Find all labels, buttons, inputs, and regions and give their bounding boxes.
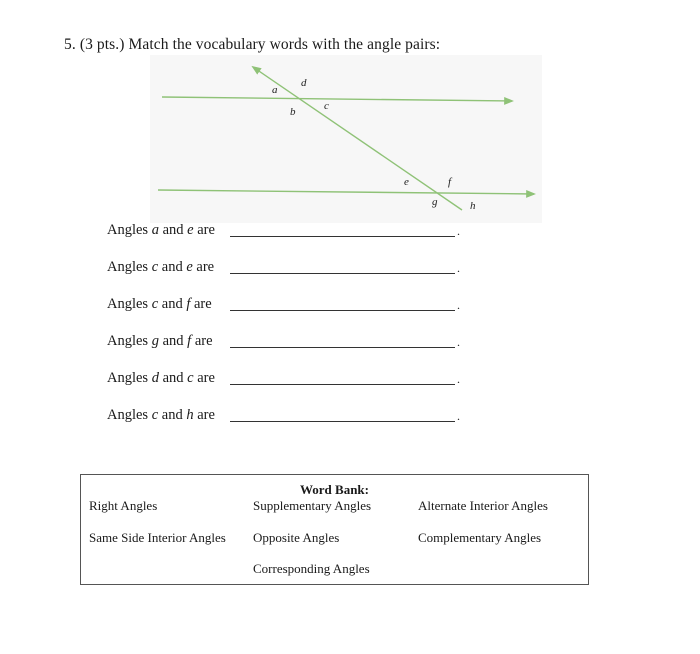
angle-label-f: f [448,176,452,188]
word-opposite: Opposite Angles [253,530,340,545]
word-bank [80,474,589,585]
prompt-label: Angles c and f are [107,296,212,312]
prompt-label: Angles d and c are [107,370,215,386]
angle-label-g: g [432,196,438,208]
angle-label-h: h [470,200,476,212]
answer-blank[interactable] [230,421,455,422]
prompt-label: Angles c and e are [107,259,215,275]
word-complementary: Complementary Angles [418,530,542,545]
period: . [457,261,460,275]
angle-label-d: d [301,77,307,89]
prompt-row [107,370,527,407]
word-alternate-interior: Alternate Interior Angles [418,498,548,513]
word-supplementary: Supplementary Angles [253,498,372,513]
period: . [457,335,460,349]
prompt-row [107,407,527,444]
word-right-angles: Right Angles [89,498,158,513]
period: . [457,372,460,386]
parallel-line-top [162,97,512,101]
answer-blank[interactable] [230,273,455,274]
prompt-row [107,296,527,333]
angle-label-b: b [290,106,296,118]
prompt-row [107,333,527,370]
period: . [457,224,460,238]
question-heading [64,36,440,54]
question-text: (3 pts.) Match the vocabulary words with the angle pairs: [79,36,441,53]
angle-label-c: c [324,100,329,112]
period: . [457,298,460,312]
answer-blank[interactable] [230,384,455,385]
transversal-line [253,67,462,210]
word-same-side-interior: Same Side Interior Angles [89,530,226,545]
word-bank-title: Word Bank: [300,482,369,497]
prompt-label: Angles c and h are [107,407,215,423]
prompt-row [107,259,527,296]
period: . [457,409,460,423]
answer-prompts [107,222,527,444]
transversal-diagram [150,55,542,223]
parallel-line-bottom [158,190,534,194]
angle-label-e: e [404,176,409,188]
prompt-row [107,222,527,259]
question-number: 5. [64,36,76,53]
answer-blank[interactable] [230,347,455,348]
angle-label-a: a [272,84,278,96]
answer-blank[interactable] [230,236,455,237]
prompt-label: Angles g and f are [107,333,213,349]
answer-blank[interactable] [230,310,455,311]
word-corresponding: Corresponding Angles [253,561,370,576]
diagram-svg [150,55,542,223]
prompt-label: Angles a and e are [107,222,215,238]
